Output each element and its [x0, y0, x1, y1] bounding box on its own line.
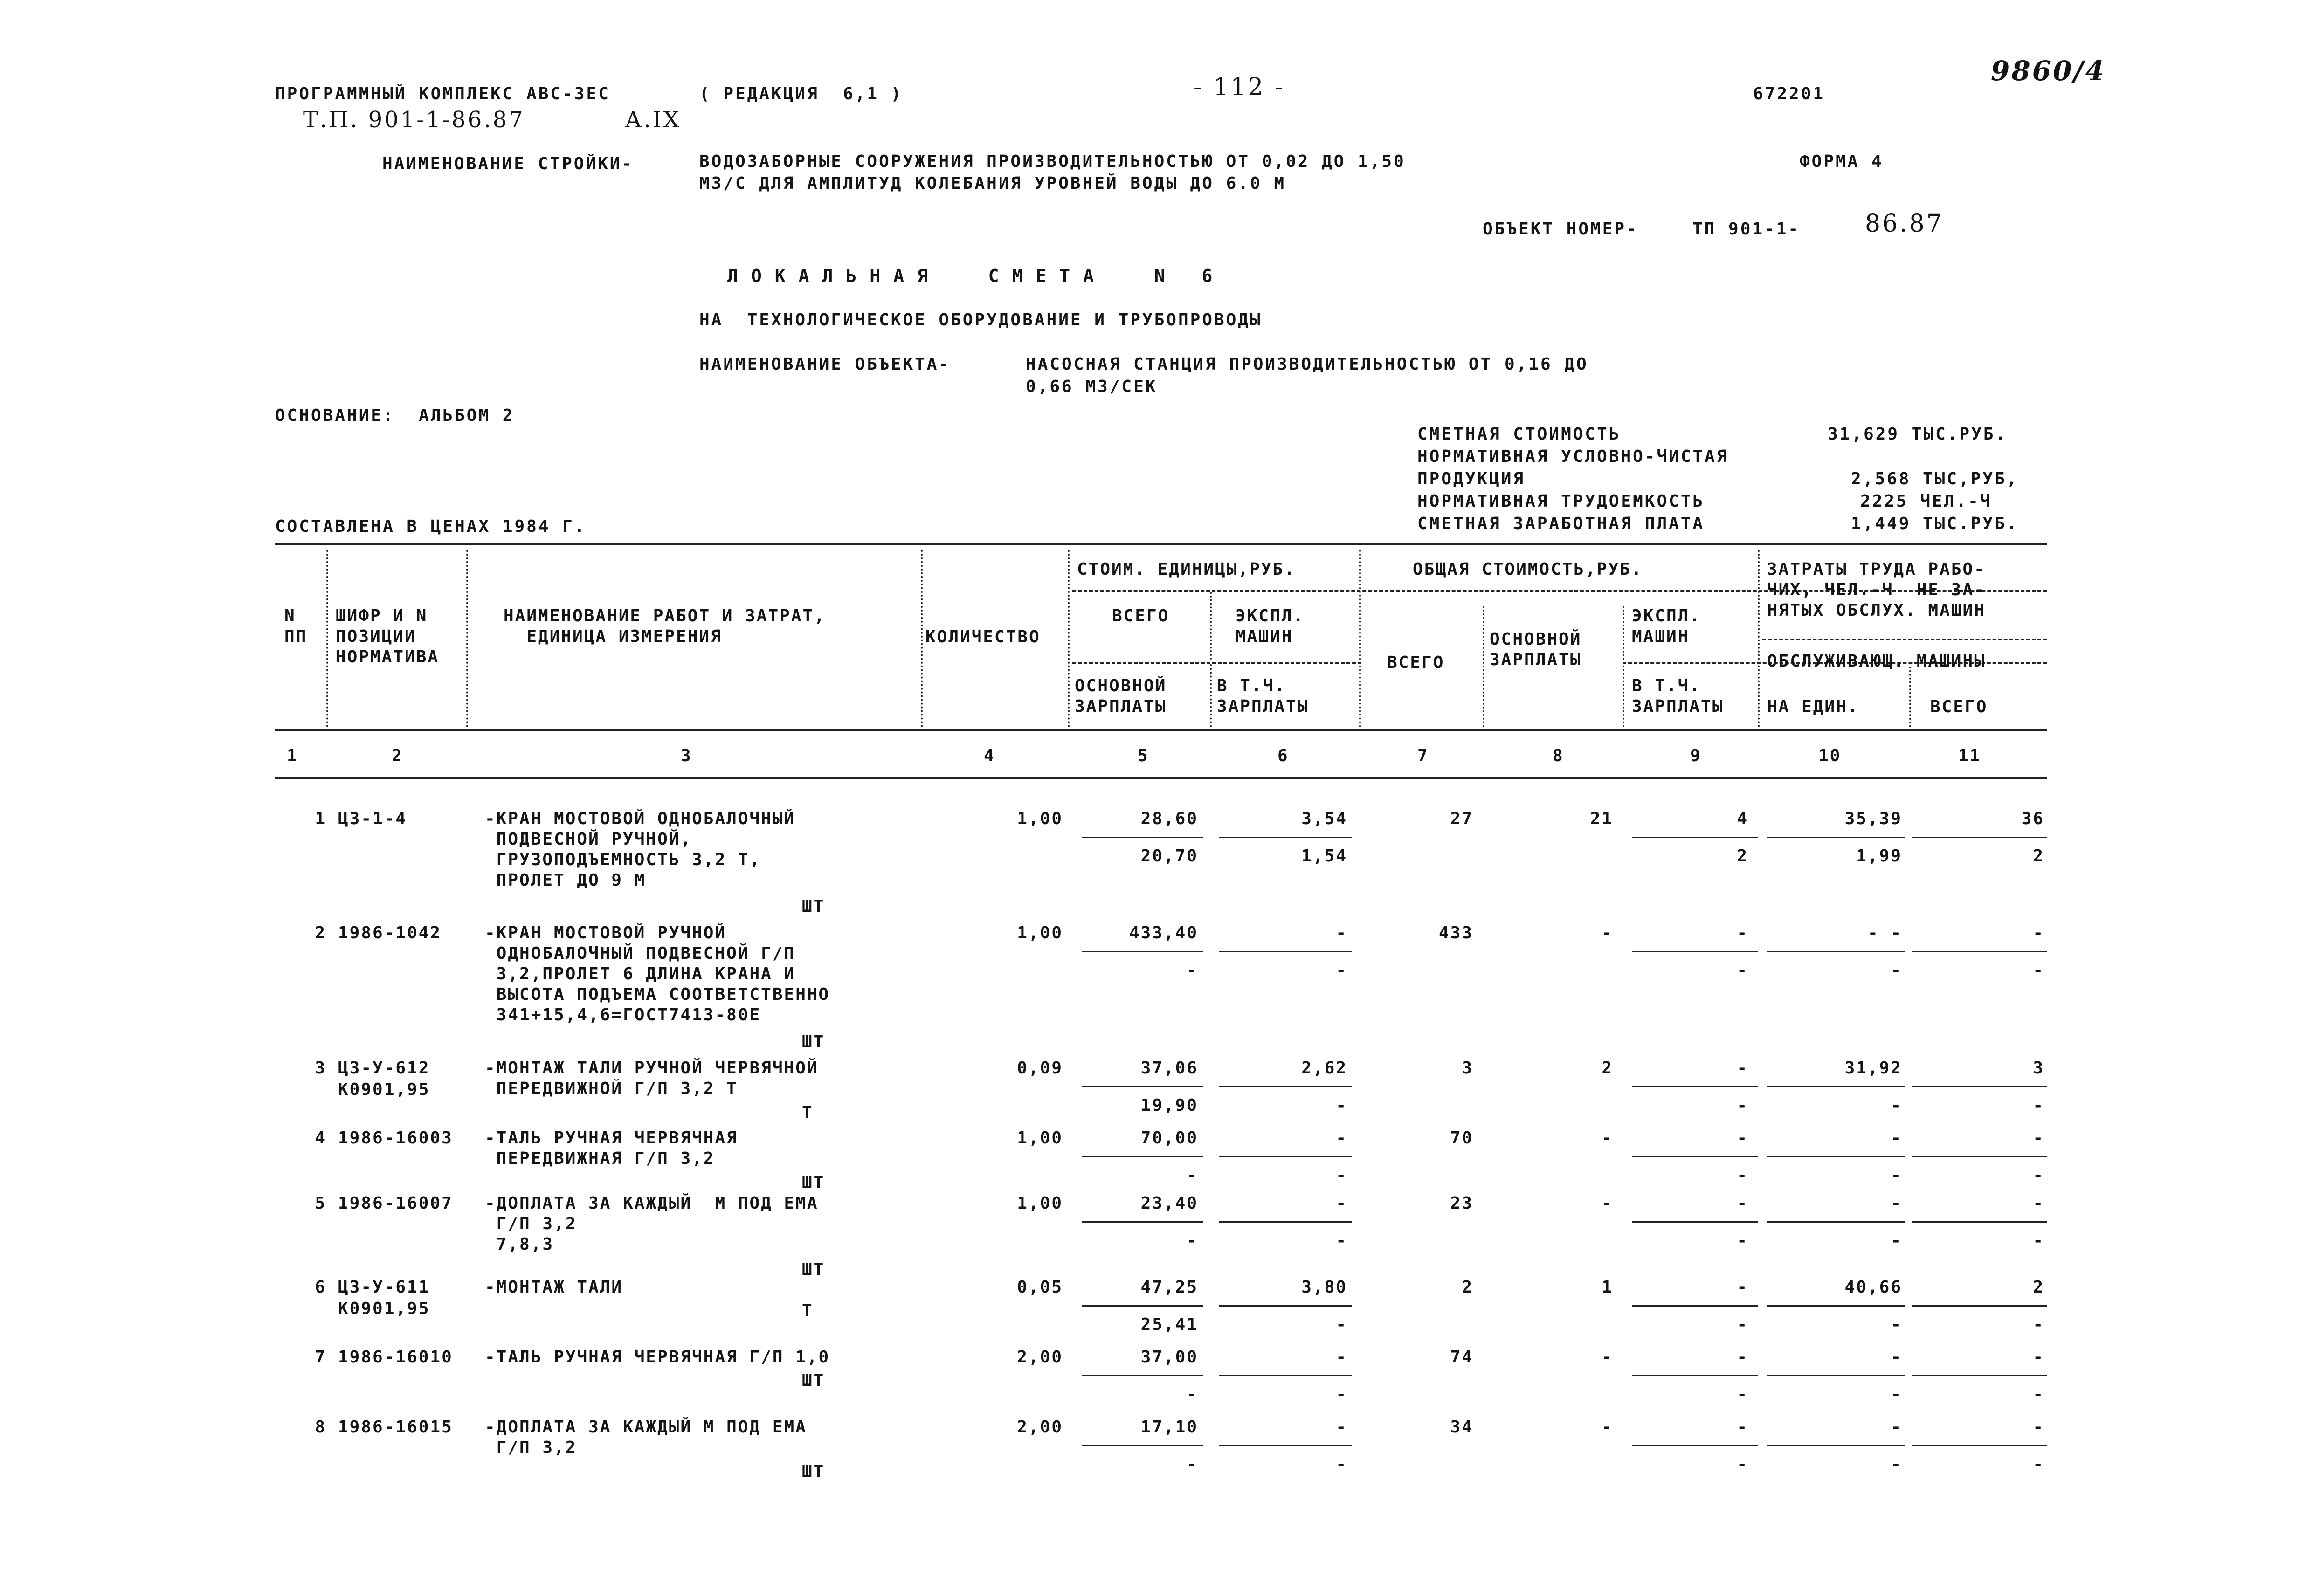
estimate-title: ЛОКАЛЬНАЯ СМЕТА N 6 — [727, 266, 1226, 286]
row-unit-wage: 20,70 — [1140, 846, 1198, 866]
summary-label: СМЕТНАЯ ЗАРАБОТНАЯ ПЛАТА — [1417, 514, 1705, 533]
row-unit: ШТ — [802, 897, 825, 916]
row-unit-expl: - — [1336, 923, 1347, 942]
sheet-mark: 9860/4 — [1991, 55, 2106, 87]
row-unit-cost: 17,10 — [1140, 1417, 1198, 1437]
object-name-1: НАСОСНАЯ СТАНЦИЯ ПРОИЗВОДИТЕЛЬНОСТЬЮ ОТ 0,16 ДО — [1026, 355, 1588, 374]
cell-underline — [1082, 837, 1203, 838]
construction-label: НАИМЕНОВАНИЕ СТРОЙКИ- — [382, 154, 634, 173]
col-number: 4 — [984, 746, 995, 765]
col-number: 6 — [1277, 746, 1289, 765]
row-unit-wage: - — [1187, 1231, 1198, 1250]
col-header-unit-cost: СТОИМ. ЕДИНИЦЫ,РУБ. — [1077, 560, 1296, 579]
row-unit-wage2: - — [1336, 1315, 1347, 1334]
row-total-wage2: - — [1737, 1166, 1748, 1185]
row-total-expl: - — [1737, 923, 1748, 942]
col-header-name: НАИМЕНОВАНИЕ РАБОТ И ЗАТРАТ, ЕДИНИЦА ИЗМЕРЕНИЯ — [504, 606, 826, 646]
col-header-total-wage2: В Т.Ч. ЗАРПЛАТЫ — [1632, 676, 1724, 716]
row-unit: ШТ — [802, 1032, 825, 1052]
row-qty: 0,09 — [1017, 1059, 1063, 1078]
row-labor-total: - — [2033, 1348, 2044, 1367]
row-unit-wage2: - — [1336, 1166, 1347, 1185]
row-code: 1986-16015 — [338, 1417, 453, 1437]
row-labor-unit: - - — [1867, 923, 1902, 942]
summary-label: НОРМАТИВНАЯ ТРУДОЕМКОСТЬ — [1417, 492, 1705, 511]
object-number-handwritten: 86.87 — [1865, 210, 1944, 238]
row-labor-total-2: - — [2033, 1455, 2044, 1474]
cell-underline — [1912, 1156, 2047, 1157]
row-unit-wage: - — [1187, 1166, 1198, 1185]
summary-value: 31,629 ТЫС.РУБ. — [1828, 425, 2008, 444]
row-number: 1 — [315, 809, 326, 828]
row-labor-unit-2: - — [1891, 1315, 1902, 1334]
row-number: 6 — [315, 1278, 326, 1297]
row-unit: Т — [802, 1103, 814, 1122]
row-unit-wage: 19,90 — [1140, 1096, 1198, 1115]
row-labor-unit-2: 1,99 — [1856, 846, 1902, 866]
col-divider — [1483, 606, 1484, 727]
row-unit-expl: - — [1336, 1417, 1347, 1437]
form-number: ФОРМА 4 — [1800, 152, 1884, 171]
cell-underline — [1767, 1445, 1905, 1446]
col-number: 1 — [287, 746, 298, 765]
row-unit: ШТ — [802, 1173, 825, 1192]
row-labor-unit: - — [1891, 1194, 1902, 1213]
basis: ОСНОВАНИЕ: АЛЬБОМ 2 — [275, 406, 515, 425]
row-labor-unit: 35,39 — [1844, 809, 1902, 828]
col-divider — [1359, 550, 1361, 727]
row-total: 433 — [1438, 923, 1473, 942]
row-unit-expl: - — [1336, 1128, 1347, 1148]
row-unit-expl: 3,80 — [1301, 1278, 1347, 1297]
col-header-labor-all: ВСЕГО — [1930, 697, 1988, 716]
cell-underline — [1082, 1156, 1203, 1157]
cell-underline — [1632, 1375, 1758, 1376]
summary-value: 2225 ЧЕЛ.-Ч — [1860, 492, 1992, 511]
col-header-labor-unit: НА ЕДИН. — [1767, 697, 1859, 716]
row-total: 2 — [1462, 1278, 1473, 1297]
row-total-wage2: 2 — [1737, 846, 1748, 866]
row-labor-total-2: - — [2033, 961, 2044, 980]
row-unit-cost: 37,00 — [1140, 1348, 1198, 1367]
doc-code: 672201 — [1753, 84, 1825, 103]
col-header-unit-wage2: В Т.Ч. ЗАРПЛАТЫ — [1217, 676, 1309, 716]
row-unit-cost: 37,06 — [1140, 1059, 1198, 1078]
row-unit-expl: - — [1336, 1348, 1347, 1367]
row-total-wage2: - — [1737, 1315, 1748, 1334]
row-unit-wage: - — [1187, 961, 1198, 980]
row-number: 8 — [315, 1417, 326, 1437]
cell-underline — [1632, 1156, 1758, 1157]
summary-label: НОРМАТИВНАЯ УСЛОВНО-ЧИСТАЯ — [1417, 447, 1729, 466]
row-name: -КРАН МОСТОВОЙ РУЧНОЙ ОДНОБАЛОЧНЫЙ ПОДВЕСНОЙ Г/П 3,2,ПРОЛЕТ 6 ДЛИНА КРАНА И ВЫСОТА ПОДЪЕМА СООТВЕТСТВЕННО 341+15,4,6=ГОСТ7413-80Е — [485, 923, 830, 1025]
row-number: 3 — [315, 1059, 326, 1078]
row-unit: ШТ — [802, 1371, 825, 1390]
cell-underline — [1912, 1086, 2047, 1087]
row-unit: ШТ — [802, 1260, 825, 1279]
table-top-rule — [275, 543, 2047, 545]
row-name: -КРАН МОСТОВОЙ ОДНОБАЛОЧНЫЙ ПОДВЕСНОЙ РУЧНОЙ, ГРУЗОПОДЪЕМНОСТЬ 3,2 Т, ПРОЛЕТ ДО 9 М — [485, 809, 796, 890]
row-total: 3 — [1462, 1059, 1473, 1078]
cell-underline — [1632, 1221, 1758, 1223]
row-qty: 0,05 — [1017, 1278, 1063, 1297]
row-code: Ц3-1-4 — [338, 809, 407, 828]
row-unit-wage2: - — [1336, 1231, 1347, 1250]
summary-label: СМЕТНАЯ СТОИМОСТЬ — [1417, 425, 1621, 444]
row-labor-unit-2: - — [1891, 1385, 1902, 1404]
row-total-wage2: - — [1737, 1455, 1748, 1474]
row-total-wage: - — [1602, 1194, 1613, 1213]
row-unit-cost: 28,60 — [1140, 809, 1198, 828]
row-qty: 2,00 — [1017, 1348, 1063, 1367]
row-number: 2 — [315, 923, 326, 942]
cell-underline — [1912, 951, 2047, 952]
row-labor-unit: 31,92 — [1844, 1059, 1902, 1078]
row-labor-total-2: 2 — [2033, 846, 2044, 866]
cell-underline — [1767, 1086, 1905, 1087]
col-header-total-expl: ЭКСПЛ. МАШИН — [1632, 606, 1701, 646]
col-divider — [1068, 550, 1070, 727]
cell-underline — [1082, 1221, 1203, 1223]
row-unit-wage2: - — [1336, 1385, 1347, 1404]
row-total-expl: - — [1737, 1059, 1748, 1078]
cell-underline — [1912, 1221, 2047, 1223]
row-unit-wage2: - — [1336, 961, 1347, 980]
col-number: 8 — [1553, 746, 1564, 765]
row-labor-total: 2 — [2033, 1278, 2044, 1297]
row-total-expl: 4 — [1737, 809, 1748, 828]
row-total-expl: - — [1737, 1348, 1748, 1367]
row-code: Ц3-У-612 — [338, 1059, 430, 1078]
row-labor-total: 3 — [2033, 1059, 2044, 1078]
row-total-expl: - — [1737, 1417, 1748, 1437]
row-labor-total: - — [2033, 1128, 2044, 1148]
col-number: 2 — [392, 746, 403, 765]
cell-underline — [1912, 1445, 2047, 1446]
row-code: Ц3-У-611 — [338, 1278, 430, 1297]
cell-underline — [1767, 1305, 1905, 1307]
row-unit-wage2: - — [1336, 1096, 1347, 1115]
cell-underline — [1912, 1375, 2047, 1376]
row-unit-cost: 23,40 — [1140, 1194, 1198, 1213]
row-number: 4 — [315, 1128, 326, 1148]
col-divider — [1909, 667, 1911, 727]
row-code: 1986-16003 — [338, 1128, 453, 1148]
row-unit-wage2: 1,54 — [1301, 846, 1347, 866]
row-qty: 2,00 — [1017, 1417, 1063, 1437]
cell-underline — [1082, 951, 1203, 952]
row-labor-unit-2: - — [1891, 1096, 1902, 1115]
row-unit-cost: 70,00 — [1140, 1128, 1198, 1148]
row-name: -ДОПЛАТА ЗА КАЖДЫЙ М ПОД ЕМА Г/П 3,2 7,8,3 — [485, 1194, 819, 1254]
row-unit-wage: - — [1187, 1455, 1198, 1474]
row-total-wage: - — [1602, 923, 1613, 942]
cell-underline — [1632, 837, 1758, 838]
cell-underline — [1082, 1375, 1203, 1376]
row-labor-unit-2: - — [1891, 1455, 1902, 1474]
row-unit-expl: - — [1336, 1194, 1347, 1213]
cell-underline — [1912, 1305, 2047, 1307]
cell-underline — [1219, 1445, 1352, 1446]
header-rule — [1762, 639, 2047, 640]
row-labor-unit-2: - — [1891, 1231, 1902, 1250]
row-total-wage: 21 — [1590, 809, 1613, 828]
cell-underline — [1767, 951, 1905, 952]
object-number: ТП 901-1- — [1692, 220, 1801, 239]
row-qty: 1,00 — [1017, 1194, 1063, 1213]
row-qty: 1,00 — [1017, 809, 1063, 828]
estimate-subtitle: НА ТЕХНОЛОГИЧЕСКОЕ ОБОРУДОВАНИЕ И ТРУБОПРОВОДЫ — [699, 310, 1262, 330]
cell-underline — [1219, 837, 1352, 838]
row-code-2: К0901,95 — [338, 1080, 430, 1099]
row-name: -ТАЛЬ РУЧНАЯ ЧЕРВЯЧНАЯ Г/П 1,0 — [485, 1348, 830, 1367]
cell-underline — [1767, 1221, 1905, 1223]
cell-underline — [1219, 1375, 1352, 1376]
col-header-unit-expl: ЭКСПЛ. МАШИН — [1236, 606, 1305, 646]
cell-underline — [1632, 951, 1758, 952]
col-header-total-cost: ОБЩАЯ СТОИМОСТЬ,РУБ. — [1413, 560, 1643, 579]
col-header-qty: КОЛИЧЕСТВО — [925, 627, 1041, 647]
col-number-rule — [275, 777, 2047, 779]
row-qty: 1,00 — [1017, 1128, 1063, 1148]
col-header-unit-wage: ОСНОВНОЙ ЗАРПЛАТЫ — [1075, 676, 1167, 716]
object-name-label: НАИМЕНОВАНИЕ ОБЪЕКТА- — [699, 355, 951, 374]
cell-underline — [1219, 1305, 1352, 1307]
col-divider — [921, 550, 923, 727]
cell-underline — [1219, 1086, 1352, 1087]
row-labor-total-2: - — [2033, 1315, 2044, 1334]
row-total-wage: 1 — [1602, 1278, 1613, 1297]
tp-number: Т.П. 901-1-86.87 — [303, 107, 525, 133]
cell-underline — [1219, 1221, 1352, 1223]
row-total: 74 — [1450, 1348, 1473, 1367]
row-unit-cost: 47,25 — [1140, 1278, 1198, 1297]
col-number: 7 — [1417, 746, 1429, 765]
row-number: 7 — [315, 1348, 326, 1367]
col-header-n: N ПП — [284, 606, 308, 646]
row-labor-unit-2: - — [1891, 1166, 1902, 1185]
row-unit-wage: 25,41 — [1140, 1315, 1198, 1334]
row-name: -МОНТАЖ ТАЛИ — [485, 1278, 623, 1297]
row-unit-cost: 433,40 — [1129, 923, 1198, 942]
row-total-wage2: - — [1737, 1096, 1748, 1115]
row-labor-total-2: - — [2033, 1166, 2044, 1185]
row-name: -ТАЛЬ РУЧНАЯ ЧЕРВЯЧНАЯ ПЕРЕДВИЖНАЯ Г/П 3,2 — [485, 1128, 738, 1168]
summary-block — [1417, 424, 2047, 536]
cell-underline — [1082, 1086, 1203, 1087]
row-unit-expl: 2,62 — [1301, 1059, 1347, 1078]
col-number: 11 — [1958, 746, 1982, 765]
header-bottom-rule — [275, 729, 2047, 731]
row-code: 1986-1042 — [338, 923, 442, 942]
row-labor-total-2: - — [2033, 1231, 2044, 1250]
summary-label: ПРОДУКЦИЯ — [1417, 469, 1526, 488]
row-labor-unit: 40,66 — [1844, 1278, 1902, 1297]
row-labor-total: - — [2033, 1194, 2044, 1213]
col-header-total-wage: ОСНОВНОЙ ЗАРПЛАТЫ — [1490, 630, 1582, 669]
row-total-wage: - — [1602, 1348, 1613, 1367]
construction-name-1: ВОДОЗАБОРНЫЕ СООРУЖЕНИЯ ПРОИЗВОДИТЕЛЬНОСТЬЮ ОТ 0,02 ДО 1,50 — [699, 152, 1406, 171]
row-qty: 1,00 — [1017, 923, 1063, 942]
row-code: 1986-16007 — [338, 1194, 453, 1213]
row-total-expl: - — [1737, 1128, 1748, 1148]
row-total-wage2: - — [1737, 1231, 1748, 1250]
prices-year: СОСТАВЛЕНА В ЦЕНАХ 1984 Г. — [275, 517, 587, 536]
row-total-expl: - — [1737, 1278, 1748, 1297]
row-total: 23 — [1450, 1194, 1473, 1213]
row-total-wage: 2 — [1602, 1059, 1613, 1078]
col-number: 10 — [1818, 746, 1842, 765]
cell-underline — [1767, 837, 1905, 838]
row-total: 34 — [1450, 1417, 1473, 1437]
col-number: 3 — [681, 746, 692, 765]
row-labor-unit: - — [1891, 1128, 1902, 1148]
row-name: -МОНТАЖ ТАЛИ РУЧНОЙ ЧЕРВЯЧНОЙ ПЕРЕДВИЖНОЙ Г/П 3,2 Т — [485, 1059, 819, 1098]
col-divider — [326, 550, 328, 727]
row-unit-wage: - — [1187, 1385, 1198, 1404]
cell-underline — [1767, 1156, 1905, 1157]
col-divider — [1758, 550, 1760, 727]
row-labor-total-2: - — [2033, 1096, 2044, 1115]
row-labor-unit: - — [1891, 1417, 1902, 1437]
edition: ( РЕДАКЦИЯ 6,1 ) — [699, 84, 903, 103]
row-labor-total: 36 — [2021, 809, 2044, 828]
row-code-2: К0901,95 — [338, 1299, 430, 1318]
page-number: - 112 - — [1194, 73, 1285, 101]
header-rule — [1072, 662, 1361, 664]
cell-underline — [1219, 951, 1352, 952]
album-number: А.IX — [625, 107, 681, 133]
row-code: 1986-16010 — [338, 1348, 453, 1367]
row-total-wage2: - — [1737, 961, 1748, 980]
row-unit: ШТ — [802, 1462, 825, 1481]
row-labor-total-2: - — [2033, 1385, 2044, 1404]
col-number: 9 — [1690, 746, 1702, 765]
program-name: ПРОГРАММНЫЙ КОМПЛЕКС АВС-ЗЕС — [275, 84, 610, 103]
col-divider — [1623, 606, 1624, 727]
cell-underline — [1632, 1086, 1758, 1087]
row-unit: Т — [802, 1301, 814, 1320]
cell-underline — [1912, 837, 2047, 838]
cell-underline — [1632, 1305, 1758, 1307]
col-header-unit-all: ВСЕГО — [1112, 606, 1170, 626]
col-number: 5 — [1138, 746, 1149, 765]
object-name-2: 0,66 М3/СЕК — [1026, 377, 1158, 396]
row-total-expl: - — [1737, 1194, 1748, 1213]
row-total: 70 — [1450, 1128, 1473, 1148]
row-number: 5 — [315, 1194, 326, 1213]
col-header-total-all: ВСЕГО — [1387, 653, 1445, 672]
col-header-labor: ЗАТРАТЫ ТРУДА РАБО- ЧИХ, ЧЕЛ.-Ч НЕ ЗА- НЯТЫХ ОБСЛУХ. МАШИН — [1767, 560, 1986, 620]
summary-value: 1,449 ТЫС.РУБ. — [1851, 514, 2019, 533]
object-label: ОБЪЕКТ НОМЕР- — [1483, 220, 1638, 239]
col-header-code: ШИФР И N ПОЗИЦИИ НОРМАТИВА — [336, 606, 440, 667]
cell-underline — [1767, 1375, 1905, 1376]
summary-value: 2,568 ТЫС,РУБ, — [1851, 469, 2019, 488]
row-labor-unit: - — [1891, 1348, 1902, 1367]
row-labor-total: - — [2033, 923, 2044, 942]
row-total-wage: - — [1602, 1417, 1613, 1437]
col-divider — [466, 550, 468, 727]
row-labor-unit-2: - — [1891, 961, 1902, 980]
row-total: 27 — [1450, 809, 1473, 828]
construction-name-2: М3/С ДЛЯ АМПЛИТУД КОЛЕБАНИЯ УРОВНЕЙ ВОДЫ ДО 6.0 М — [699, 174, 1286, 193]
row-total-wage2: - — [1737, 1385, 1748, 1404]
cell-underline — [1219, 1156, 1352, 1157]
col-divider — [1210, 592, 1212, 660]
cell-underline — [1082, 1445, 1203, 1446]
cell-underline — [1082, 1305, 1203, 1307]
row-unit-expl: 3,54 — [1301, 809, 1347, 828]
col-divider — [1210, 664, 1212, 727]
cell-underline — [1632, 1445, 1758, 1446]
row-total-wage: - — [1602, 1128, 1613, 1148]
row-name: -ДОПЛАТА ЗА КАЖДЫЙ М ПОД ЕМА Г/П 3,2 — [485, 1417, 807, 1457]
row-unit-wage2: - — [1336, 1455, 1347, 1474]
row-labor-total: - — [2033, 1417, 2044, 1437]
col-header-labor-service: ОБСЛУЖИВАЮЩ. МАШИНЫ — [1767, 652, 1986, 671]
